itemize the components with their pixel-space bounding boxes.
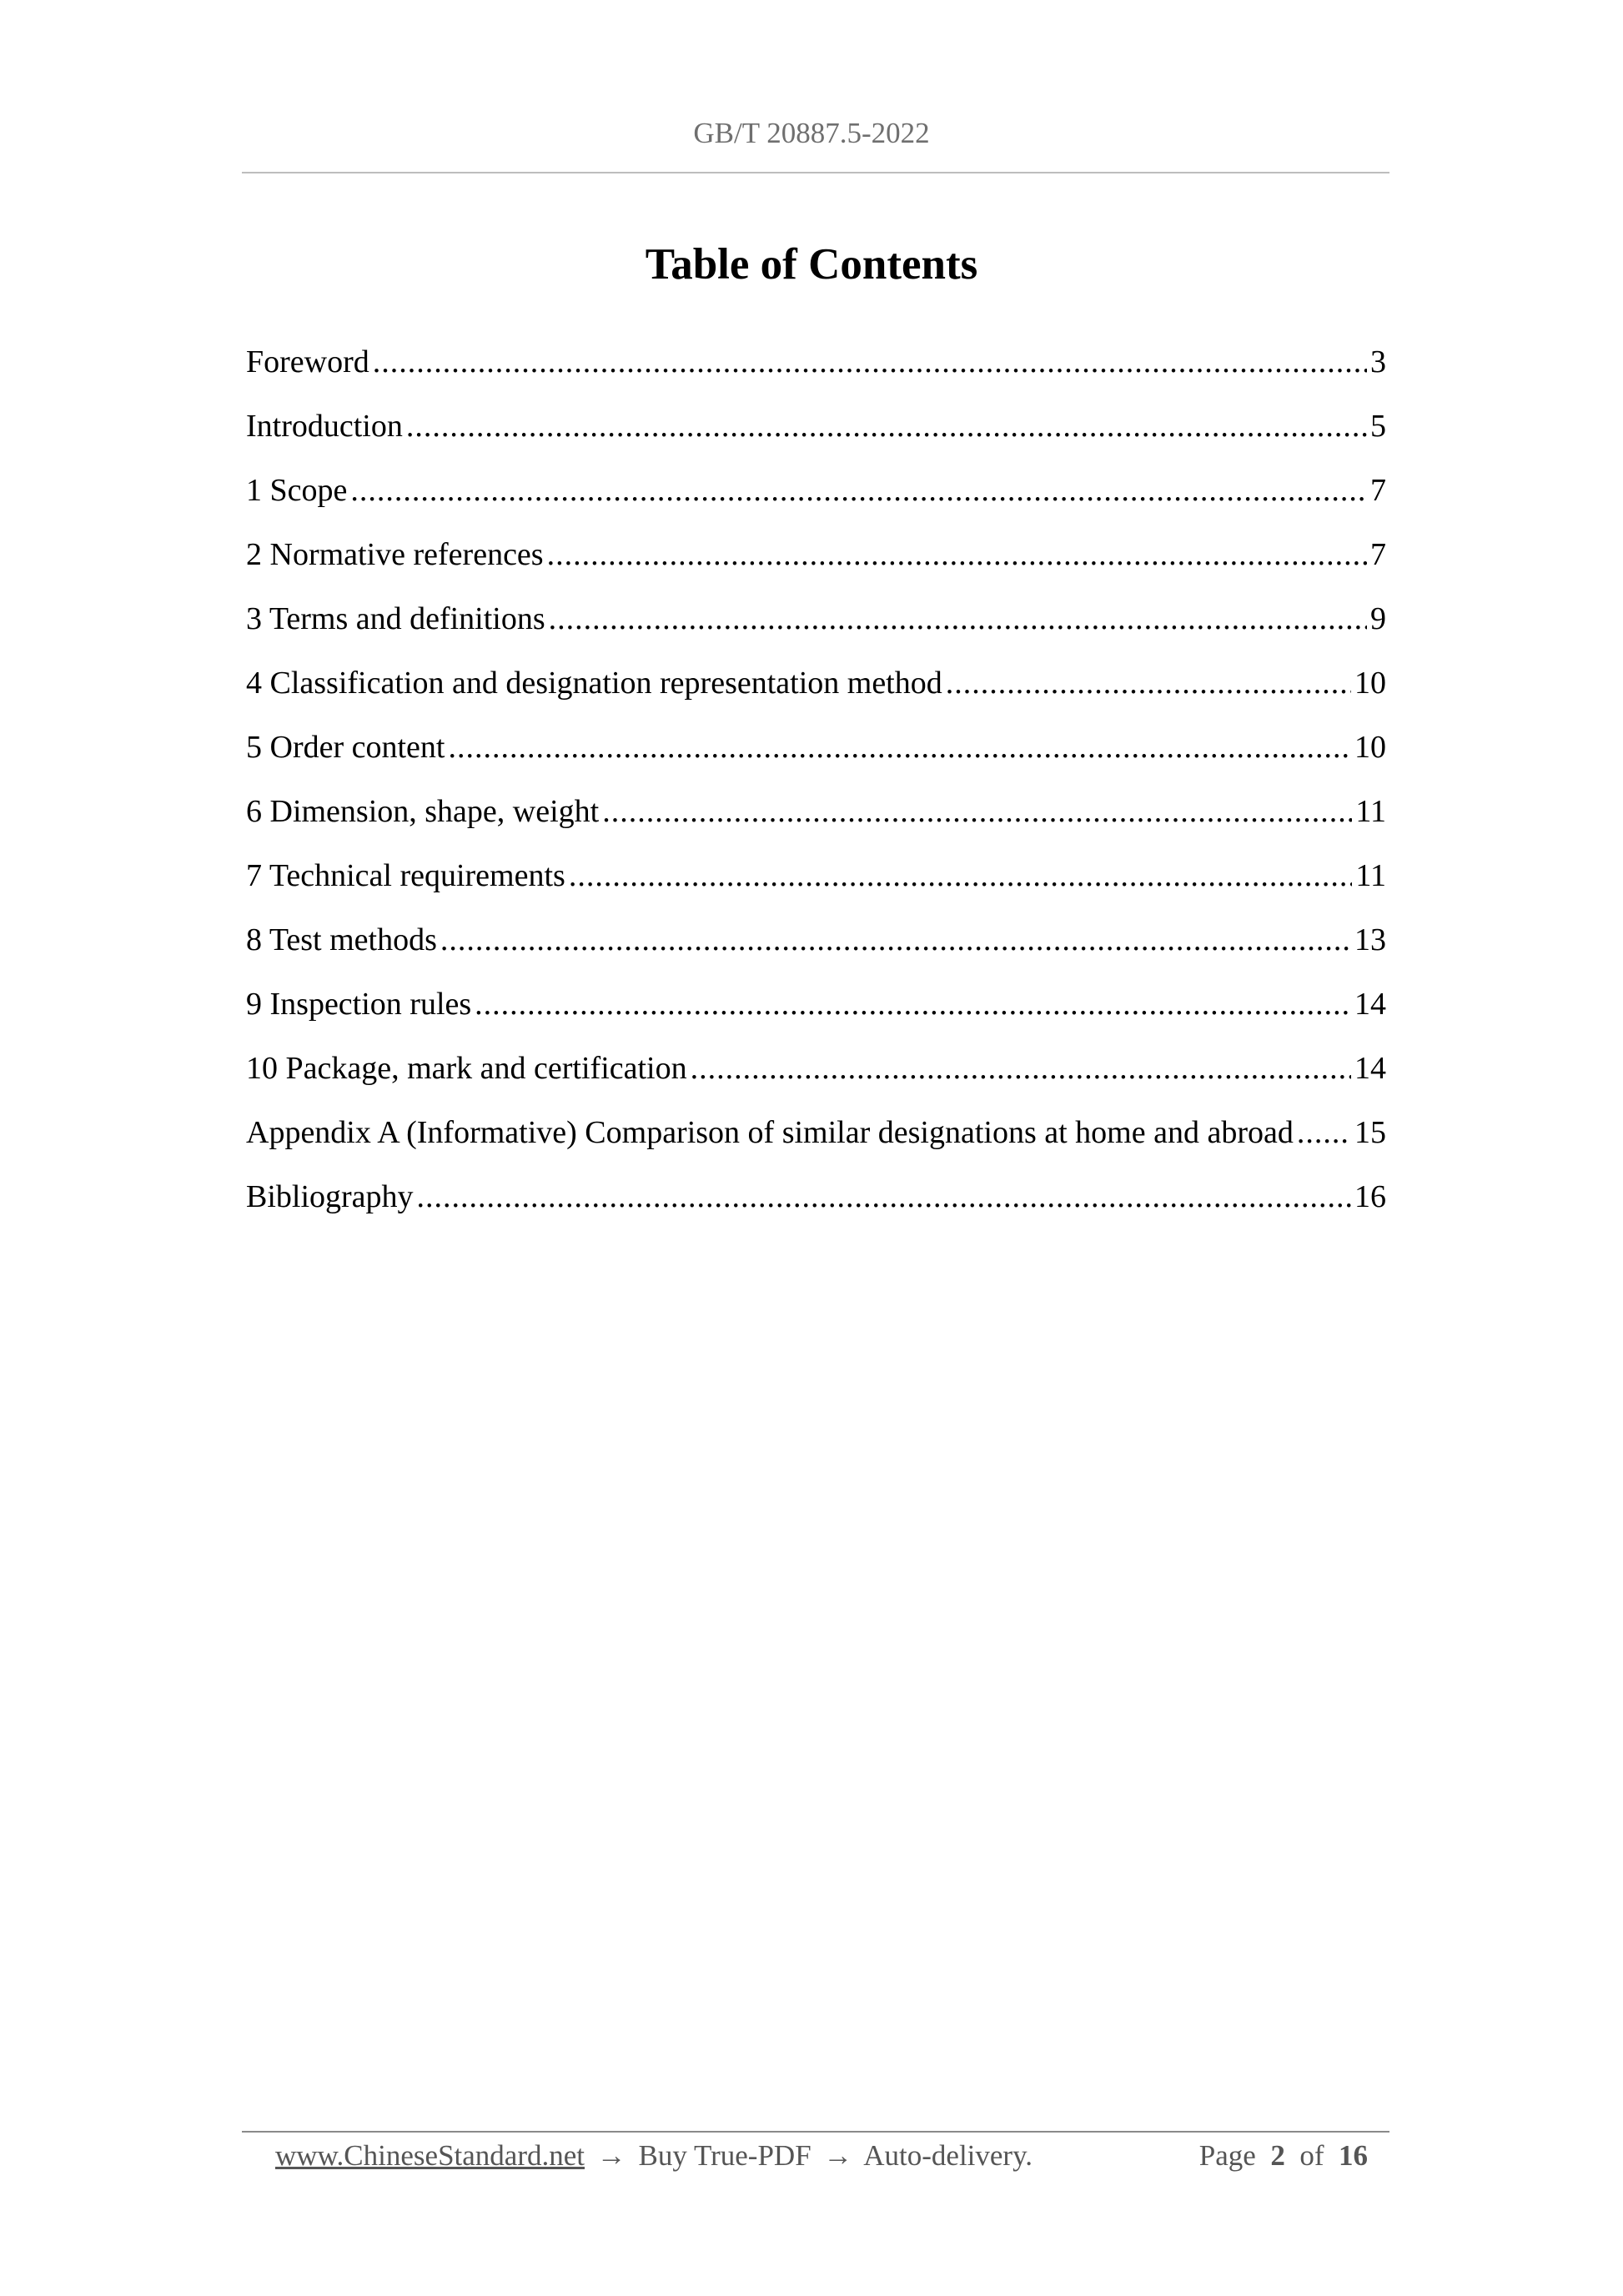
dot-leader — [602, 787, 1352, 836]
page-indicator — [1199, 2135, 1368, 2177]
dot-leader — [946, 659, 1351, 707]
site-link[interactable]: www.ChineseStandard.net — [275, 2139, 585, 2172]
footer-promo — [275, 2135, 1033, 2177]
toc-entry-page: 14 — [1354, 987, 1386, 1022]
toc-entry-label: Foreword — [246, 344, 369, 379]
page-word: Page — [1198, 2139, 1256, 2172]
dot-leader — [691, 1044, 1351, 1093]
toc-entry-label: 1 Scope — [246, 473, 348, 508]
toc-entry-terms-definitions[interactable] — [246, 595, 1386, 659]
toc-entry-page: 10 — [1354, 666, 1386, 701]
toc-entry-inspection-rules[interactable] — [246, 980, 1386, 1044]
toc-entry-page: 11 — [1355, 794, 1386, 829]
toc-entry-label: 7 Technical requirements — [246, 858, 565, 893]
toc-entry-bibliography[interactable] — [246, 1173, 1386, 1237]
toc-entry-label: 3 Terms and definitions — [246, 601, 545, 636]
toc-entry-dimension[interactable] — [246, 787, 1386, 852]
toc-entry-technical-requirements[interactable] — [246, 852, 1386, 916]
toc-entry-label: 9 Inspection rules — [246, 987, 472, 1022]
dot-leader — [417, 1173, 1351, 1221]
toc-entry-label: 8 Test methods — [246, 922, 437, 957]
dot-leader — [1297, 1108, 1351, 1157]
dot-leader — [406, 402, 1367, 450]
total-pages-number: 16 — [1339, 2139, 1368, 2172]
toc-entry-classification[interactable] — [246, 659, 1386, 723]
toc-entry-page: 7 — [1370, 473, 1386, 508]
toc-entry-label: Appendix A (Informative) Comparison of similar designations at home and abroad — [246, 1115, 1294, 1150]
toc-entry-page: 5 — [1370, 409, 1386, 444]
page-footer — [275, 2135, 1368, 2177]
toc-entry-label: 2 Normative references — [246, 537, 544, 572]
footer-divider — [242, 2131, 1389, 2133]
dot-leader — [448, 723, 1351, 771]
right-arrow-icon: → — [823, 2139, 853, 2172]
toc-entry-page: 10 — [1354, 730, 1386, 765]
dot-leader — [440, 916, 1351, 964]
toc-entry-page: 3 — [1370, 344, 1386, 379]
toc-entry-foreword[interactable] — [246, 338, 1386, 402]
buy-text: Buy True-PDF — [638, 2139, 812, 2172]
toc-entry-label: 4 Classification and designation representation method — [246, 666, 942, 701]
header-divider — [242, 172, 1389, 173]
toc-entry-page: 13 — [1354, 922, 1386, 957]
toc-list — [246, 338, 1386, 1237]
toc-entry-page: 14 — [1354, 1051, 1386, 1086]
dot-leader — [547, 530, 1367, 579]
toc-entry-page: 7 — [1370, 537, 1386, 572]
dot-leader — [350, 466, 1367, 515]
toc-entry-label: Bibliography — [246, 1179, 414, 1214]
toc-entry-page: 16 — [1354, 1179, 1386, 1214]
toc-entry-order-content[interactable] — [246, 723, 1386, 787]
toc-entry-page: 11 — [1355, 858, 1386, 893]
toc-entry-scope[interactable] — [246, 466, 1386, 530]
delivery-text: Auto-delivery. — [863, 2139, 1033, 2172]
dot-leader — [569, 852, 1353, 900]
running-header: GB/T 20887.5-2022 — [693, 117, 930, 149]
toc-entry-page: 15 — [1354, 1115, 1386, 1150]
dot-leader — [475, 980, 1351, 1028]
toc-entry-package[interactable] — [246, 1044, 1386, 1108]
toc-entry-introduction[interactable] — [246, 402, 1386, 466]
right-arrow-icon: → — [596, 2139, 626, 2172]
toc-entry-normative-references[interactable] — [246, 530, 1386, 595]
toc-entry-label: 5 Order content — [246, 730, 445, 765]
toc-entry-test-methods[interactable] — [246, 916, 1386, 980]
of-word: of — [1299, 2139, 1324, 2172]
toc-entry-label: Introduction — [246, 409, 403, 444]
dot-leader — [373, 338, 1367, 386]
toc-title: Table of Contents — [645, 240, 978, 289]
toc-entry-page: 9 — [1370, 601, 1386, 636]
toc-entry-label: 6 Dimension, shape, weight — [246, 794, 600, 829]
toc-entry-appendix-a[interactable] — [246, 1108, 1386, 1173]
current-page-number: 2 — [1270, 2139, 1285, 2172]
toc-entry-label: 10 Package, mark and certification — [246, 1051, 687, 1086]
dot-leader — [549, 595, 1367, 643]
